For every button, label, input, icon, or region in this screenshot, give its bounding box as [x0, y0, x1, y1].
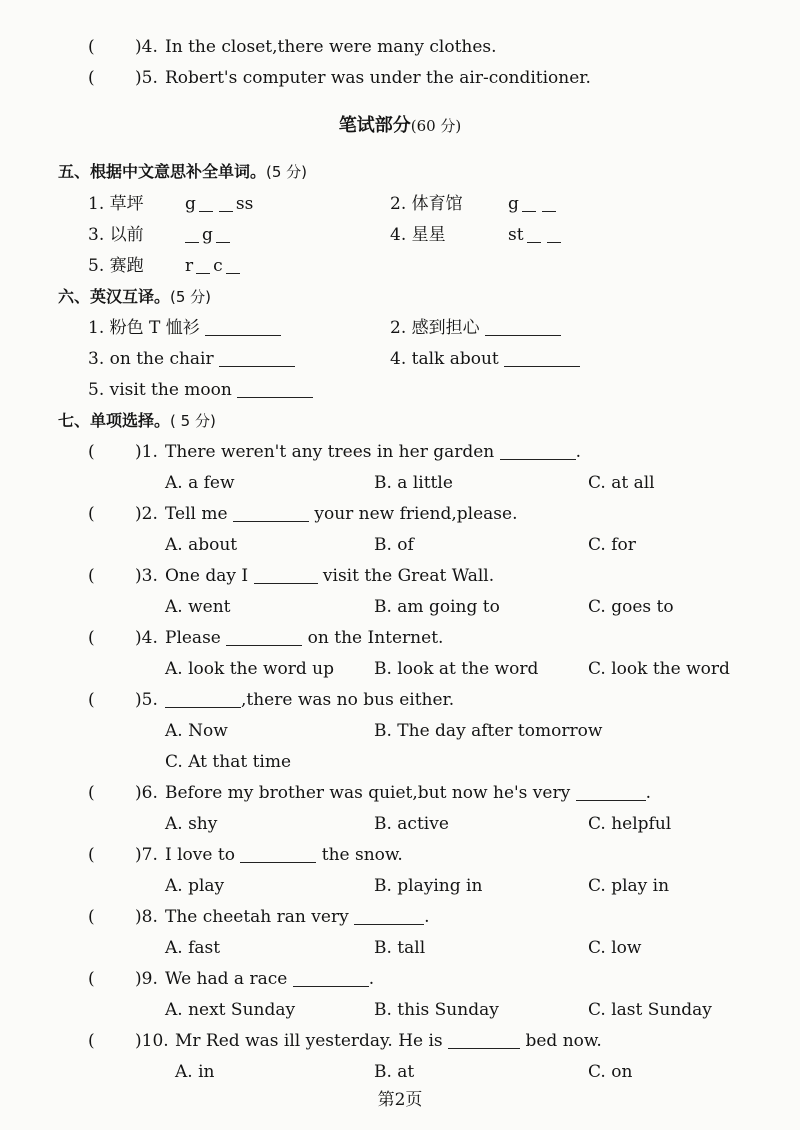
options-10 — [0, 1058, 800, 1086]
translate-item: 4. talk about — [390, 345, 580, 373]
question-stem: Before my brother was quiet,but now he's very . — [165, 783, 652, 803]
question-number: )8. — [135, 907, 158, 927]
section5-row-1 — [0, 190, 800, 218]
options-8 — [0, 934, 800, 962]
option-c: C. for — [588, 535, 636, 555]
section5-heading — [0, 158, 800, 186]
section6-row-2 — [0, 345, 800, 373]
word-blank: st — [508, 221, 564, 249]
answer-paren: ( — [88, 783, 95, 803]
listening-item-4 — [0, 33, 800, 61]
question-stem: We had a race . — [165, 969, 375, 989]
question-3 — [0, 562, 800, 590]
item-number: )5. — [135, 68, 158, 88]
item-text: In the closet,there were many clothes. — [165, 37, 497, 57]
option-a: A. fast — [165, 938, 221, 958]
option-a: A. in — [175, 1062, 215, 1082]
option-b: B. am going to — [374, 597, 500, 617]
option-c: C. goes to — [588, 597, 674, 617]
question-number: )5. — [135, 690, 158, 710]
question-10 — [0, 1027, 800, 1055]
option-b: B. this Sunday — [374, 1000, 499, 1020]
options-3 — [0, 593, 800, 621]
answer-paren: ( — [88, 1031, 95, 1051]
option-a: A. Now — [165, 721, 228, 741]
written-title: 笔试部分(60 分) — [338, 115, 462, 136]
option-c: C. on — [588, 1062, 633, 1082]
option-b: B. look at the word — [374, 659, 539, 679]
word-label: 3. 以前 — [88, 225, 144, 245]
option-a: A. shy — [165, 814, 218, 834]
question-6 — [0, 779, 800, 807]
option-a: A. play — [165, 876, 225, 896]
answer-paren: ( — [88, 442, 95, 462]
question-stem: Tell me your new friend,please. — [165, 504, 518, 524]
section6-row-1 — [0, 314, 800, 342]
option-b: B. of — [374, 535, 414, 555]
page-footer — [0, 1086, 800, 1114]
option-a: A. next Sunday — [165, 1000, 296, 1020]
question-stem: One day I visit the Great Wall. — [165, 566, 495, 586]
translate-item: 3. on the chair — [88, 345, 295, 373]
page-number: 第2页 — [377, 1090, 423, 1110]
option-b: B. playing in — [374, 876, 483, 896]
option-a: A. look the word up — [165, 659, 334, 679]
question-7 — [0, 841, 800, 869]
listening-item-5 — [0, 64, 800, 92]
answer-paren: ( — [88, 907, 95, 927]
section-title: 七、单项选择。( 5 分) — [58, 411, 216, 430]
option-b: B. The day after tomorrow — [374, 721, 603, 741]
answer-paren: ( — [88, 68, 95, 88]
translate-item: 2. 感到担心 — [390, 314, 561, 342]
translate-item: 5. visit the moon — [88, 376, 313, 404]
section-title: 六、英汉互译。(5 分) — [58, 287, 212, 306]
options-6 — [0, 810, 800, 838]
question-2 — [0, 500, 800, 528]
option-a: A. went — [165, 597, 231, 617]
item-number: )4. — [135, 37, 158, 57]
answer-paren: ( — [88, 845, 95, 865]
option-c: C. look the word — [588, 659, 730, 679]
question-number: )2. — [135, 504, 158, 524]
option-b: B. a little — [374, 473, 453, 493]
options-5 — [0, 717, 800, 745]
option-c: C. at all — [588, 473, 655, 493]
option-c: C. play in — [588, 876, 670, 896]
section5-row-3 — [0, 252, 800, 280]
section6-heading — [0, 283, 800, 311]
question-stem: ,there was no bus either. — [165, 686, 454, 714]
question-stem: There weren't any trees in her garden . — [165, 442, 582, 462]
question-stem: The cheetah ran very . — [165, 907, 430, 927]
option-c: C. helpful — [588, 814, 672, 834]
word-label: 1. 草坪 — [88, 194, 144, 214]
question-8 — [0, 903, 800, 931]
question-number: )6. — [135, 783, 158, 803]
question-1 — [0, 438, 800, 466]
question-stem: Mr Red was ill yesterday. He is bed now. — [175, 1031, 602, 1051]
word-label: 5. 赛跑 — [88, 256, 144, 276]
question-5 — [0, 686, 800, 714]
question-number: )3. — [135, 566, 158, 586]
answer-paren: ( — [88, 690, 95, 710]
question-number: )10. — [135, 1031, 169, 1051]
options-1 — [0, 469, 800, 497]
word-blank: g ss — [185, 194, 254, 214]
option-c: C. At that time — [165, 752, 292, 772]
question-9 — [0, 965, 800, 993]
word-blank: g — [508, 190, 559, 218]
option-b: B. at — [374, 1062, 415, 1082]
answer-paren: ( — [88, 628, 95, 648]
word-blank: g — [182, 221, 233, 249]
option-a: A. a few — [165, 473, 235, 493]
option-a: A. about — [165, 535, 238, 555]
section7-heading — [0, 407, 800, 435]
question-stem: Please on the Internet. — [165, 628, 444, 648]
answer-paren: ( — [88, 504, 95, 524]
answer-paren: ( — [88, 37, 95, 57]
options-5-cont — [0, 748, 800, 776]
question-number: )4. — [135, 628, 158, 648]
option-b: B. tall — [374, 938, 426, 958]
options-4 — [0, 655, 800, 683]
word-label: 2. 体育馆 — [390, 194, 463, 214]
question-number: )7. — [135, 845, 158, 865]
word-label: 4. 星星 — [390, 225, 446, 245]
section-title: 五、根据中文意思补全单词。(5 分) — [58, 162, 308, 181]
option-c: C. low — [588, 938, 642, 958]
question-stem: I love to the snow. — [165, 845, 403, 865]
translate-item: 1. 粉色 T 恤衫 — [88, 314, 281, 342]
answer-paren: ( — [88, 566, 95, 586]
option-b: B. active — [374, 814, 449, 834]
options-9 — [0, 996, 800, 1024]
options-7 — [0, 872, 800, 900]
question-number: )9. — [135, 969, 158, 989]
question-number: )1. — [135, 442, 158, 462]
question-4 — [0, 624, 800, 652]
word-blank: r c — [185, 252, 243, 280]
written-part-title — [0, 112, 800, 140]
section6-row-3 — [0, 376, 800, 404]
answer-paren: ( — [88, 969, 95, 989]
option-c: C. last Sunday — [588, 1000, 712, 1020]
options-2 — [0, 531, 800, 559]
section5-row-2 — [0, 221, 800, 249]
item-text: Robert's computer was under the air-conditioner. — [165, 68, 591, 88]
